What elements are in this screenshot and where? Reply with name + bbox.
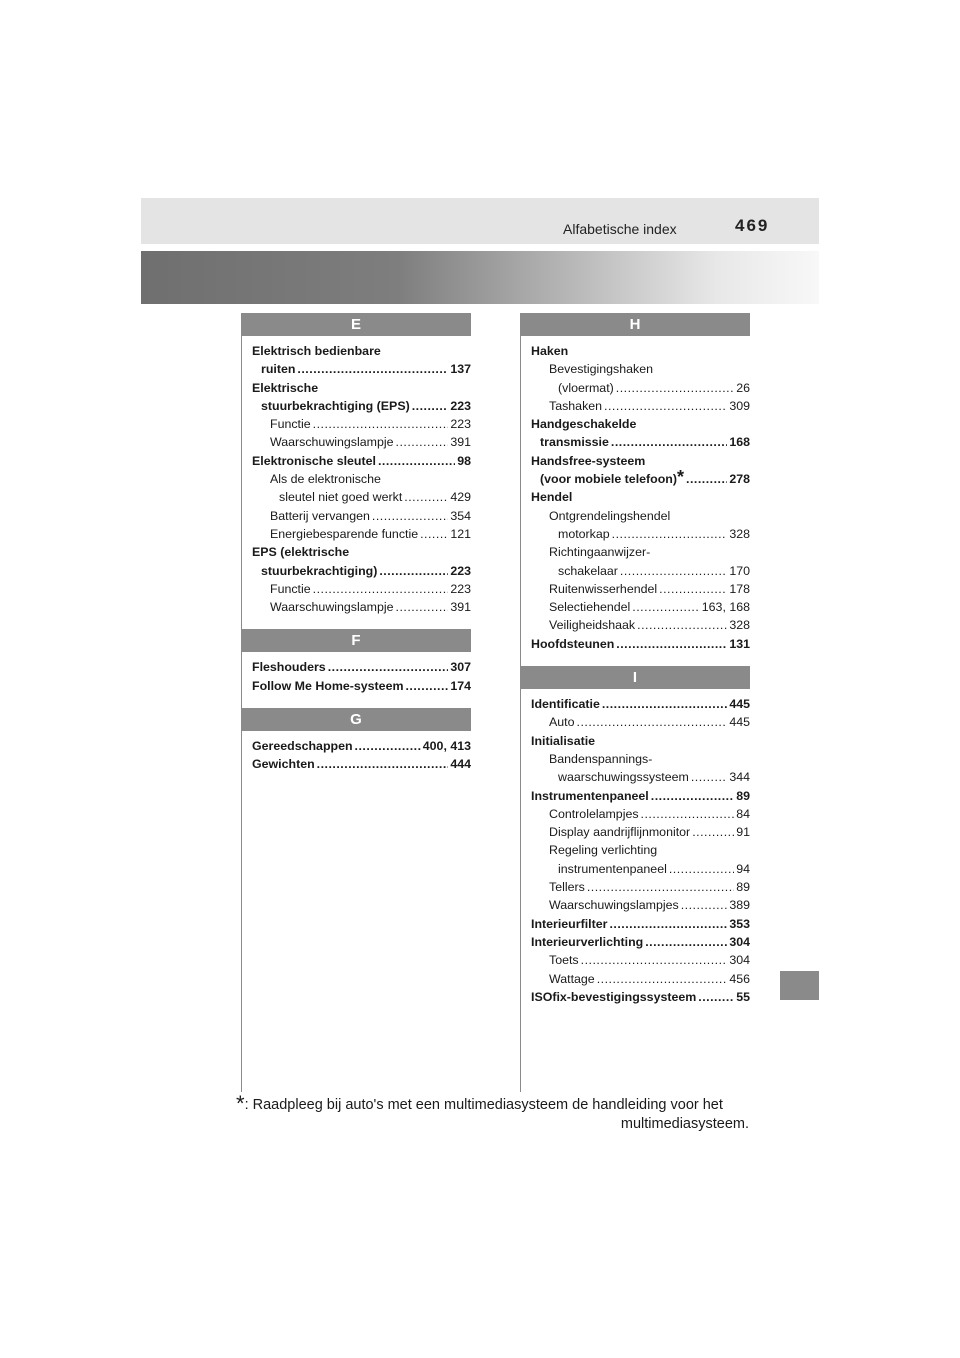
index-entry: [252, 755, 471, 773]
index-entry-text: Interieurfilter: [531, 916, 608, 931]
index-entry: [252, 379, 471, 397]
index-entry-text: Haken: [531, 344, 569, 358]
index-entry: [531, 988, 750, 1006]
index-entry-page[interactable]: 223: [450, 563, 471, 578]
leader-dots: [379, 562, 448, 580]
index-entry-text: Hendel: [531, 490, 573, 505]
leader-dots: [597, 970, 728, 988]
leader-dots: [396, 433, 449, 451]
page-title: Alfabetische index: [563, 221, 677, 237]
index-entry: [531, 562, 750, 580]
index-entry-text: waarschuwingssysteem: [558, 770, 689, 785]
index-entry: [531, 933, 750, 951]
index-entry-text: (vloermat): [558, 380, 614, 395]
index-entry-text: Follow Me Home-systeem: [252, 678, 404, 693]
index-entry-text: sleutel niet goed werkt: [279, 490, 403, 505]
index-entry-page[interactable]: 391: [450, 600, 471, 615]
index-entry: [252, 433, 471, 451]
index-entry-text: Als de elektronische: [270, 472, 381, 487]
index-entry: [531, 397, 750, 415]
leader-dots: [577, 713, 728, 731]
index-entry-page[interactable]: 84: [736, 806, 750, 821]
index-entry-text: instrumentenpaneel: [558, 861, 667, 876]
leader-dots: [698, 988, 734, 1006]
index-entry: [252, 580, 471, 598]
index-entry-page[interactable]: 131: [729, 636, 750, 651]
leader-dots: [297, 360, 448, 378]
index-entry: [531, 452, 750, 470]
leader-dots: [637, 616, 727, 634]
index-entry-text: Energiebesparende functie: [270, 526, 419, 541]
index-entry-text: Handsfree-systeem: [531, 453, 646, 468]
index-entry: [531, 713, 750, 731]
index-entry-page[interactable]: 328: [729, 526, 750, 541]
index-entry: [252, 525, 471, 543]
index-entry-text: transmissie: [540, 435, 609, 450]
index-entry-text: Tashaken: [549, 398, 603, 413]
index-entry-text: Bevestigingshaken: [549, 362, 654, 377]
index-entry-page[interactable]: 223: [450, 581, 471, 596]
index-entry-page[interactable]: 304: [729, 953, 750, 968]
index-entry: [531, 598, 750, 616]
index-entry-text: Identificatie: [531, 697, 600, 712]
section-header-g: G: [241, 708, 471, 731]
index-entry-text: EPS (elektrische: [252, 545, 350, 560]
index-entry-text: stuurbekrachtiging): [261, 563, 378, 578]
leader-dots: [355, 737, 421, 755]
leader-dots: [396, 598, 449, 616]
index-entry-page[interactable]: 137: [450, 362, 471, 377]
index-entry-page[interactable]: 328: [729, 618, 750, 633]
index-entry: [531, 635, 750, 653]
index-entry-text: Bandenspannings-: [549, 751, 653, 766]
index-entry-page[interactable]: 429: [450, 490, 471, 505]
index-entry: [252, 507, 471, 525]
index-entry-text: ruiten: [261, 362, 296, 377]
leader-dots: [692, 823, 734, 841]
section-list-g: [241, 731, 471, 774]
leader-dots: [632, 598, 699, 616]
index-entry-text: Elektrische: [252, 380, 319, 395]
index-entry: [252, 737, 471, 755]
index-entry: [531, 970, 750, 988]
index-entry: [531, 342, 750, 360]
index-entry: [531, 787, 750, 805]
index-entry-text: Wattage: [549, 971, 595, 986]
leader-dots: [317, 755, 449, 773]
leader-dots: [620, 562, 727, 580]
index-entry-text: Functie: [270, 417, 311, 432]
index-entry-text: Elektrisch bedienbare: [252, 344, 381, 358]
index-entry: [531, 860, 750, 878]
section-list-i: [520, 689, 750, 1006]
index-entry-page[interactable]: 353: [729, 916, 750, 931]
index-entry-text: Toets: [549, 953, 579, 968]
leader-dots: [378, 452, 455, 470]
page-header-bar: [141, 198, 819, 244]
footnote-line-1: : Raadpleeg bij auto's met een multimediasysteem de handleiding voor het: [244, 1097, 723, 1113]
index-entry-text: Gewichten: [252, 757, 315, 772]
index-entry-page[interactable]: 223: [450, 417, 471, 432]
leader-dots: [313, 580, 449, 598]
index-entry: [531, 360, 750, 378]
index-entry-page[interactable]: 304: [729, 934, 750, 949]
index-entry: [252, 397, 471, 415]
index-entry: [531, 525, 750, 543]
index-entry-page[interactable]: 445: [729, 715, 750, 730]
section-header-e: E: [241, 313, 471, 336]
index-entry-page[interactable]: 91: [736, 825, 750, 840]
left-column: [241, 313, 471, 774]
leader-dots: [587, 878, 734, 896]
index-entry: [531, 379, 750, 397]
index-entry-text: stuurbekrachtiging (EPS): [261, 398, 410, 413]
index-entry-text: Display aandrijflijnmonitor: [549, 825, 691, 840]
index-entry-page[interactable]: 391: [450, 435, 471, 450]
leader-dots: [420, 525, 448, 543]
index-entry: [531, 896, 750, 914]
index-entry-text: Interieurverlichting: [531, 934, 644, 949]
leader-dots: [691, 768, 727, 786]
index-entry-text: Waarschuwingslampje: [270, 435, 394, 450]
index-entry-text: Elektronische sleutel: [252, 453, 376, 468]
index-entry-text: Selectiehendel: [549, 600, 631, 615]
index-entry-text: Regeling verlichting: [549, 843, 658, 858]
index-entry: [252, 677, 471, 695]
index-entry: [252, 488, 471, 506]
leader-dots: [611, 433, 727, 451]
index-entry: [252, 543, 471, 561]
index-entry-page[interactable]: 354: [450, 508, 471, 523]
leader-dots: [313, 415, 449, 433]
index-entry: (voor mobiele telefoon) * ..... 278: [531, 470, 750, 488]
index-entry-text: Tellers: [549, 880, 585, 895]
index-entry-page[interactable]: 170: [729, 563, 750, 578]
index-entry-page[interactable]: 168: [729, 435, 750, 450]
index-entry-page[interactable]: 26: [736, 380, 750, 395]
leader-dots: [645, 933, 727, 951]
chapter-band: [141, 251, 819, 304]
index-entry-page[interactable]: 94: [736, 861, 750, 876]
section-list-h: [520, 336, 750, 653]
index-entry-page[interactable]: 344: [729, 770, 750, 785]
index-entry-text: Fleshouders: [252, 660, 326, 675]
index-entry-page[interactable]: 400, 413: [422, 739, 471, 754]
index-entry-text: Ruitenwisserhendel: [549, 581, 658, 596]
index-entry-page[interactable]: 163, 168: [701, 600, 750, 615]
index-entry: [531, 695, 750, 713]
section-list-f: [241, 652, 471, 695]
leader-dots: [602, 695, 727, 713]
leader-dots: [609, 915, 727, 933]
index-entry: [531, 488, 750, 506]
leader-dots: [686, 470, 727, 488]
section-header-f: F: [241, 629, 471, 652]
index-entry: [252, 598, 471, 616]
index-entry: [252, 452, 471, 470]
section-header-i: I: [520, 666, 750, 689]
index-entry: [252, 415, 471, 433]
leader-dots: [641, 805, 735, 823]
leader-dots: [616, 379, 734, 397]
index-entry: [531, 507, 750, 525]
index-entry: [531, 415, 750, 433]
index-entry-page[interactable]: 98: [457, 453, 471, 468]
index-entry: [531, 878, 750, 896]
index-entry: [531, 823, 750, 841]
index-entry: [252, 658, 471, 676]
index-entry-page[interactable]: 309: [729, 398, 750, 413]
index-entry-page[interactable]: 55: [736, 989, 750, 1004]
index-entry: [531, 580, 750, 598]
index-entry-page[interactable]: 444: [450, 757, 471, 772]
index-entry-text: Hoofdsteunen: [531, 636, 615, 651]
index-entry: [252, 562, 471, 580]
index-entry-page[interactable]: 307: [450, 660, 471, 675]
index-entry-text: Batterij vervangen: [270, 508, 370, 523]
leader-dots: [405, 677, 448, 695]
leader-dots: [669, 860, 734, 878]
index-entry: [252, 342, 471, 360]
index-entry-page[interactable]: 445: [729, 697, 750, 712]
index-entry-text: Auto: [549, 715, 575, 730]
index-entry-text: Handgeschakelde: [531, 417, 637, 432]
index-entry: [531, 841, 750, 859]
index-entry-text: Functie: [270, 581, 311, 596]
index-entry-page[interactable]: 456: [729, 971, 750, 986]
index-entry: [531, 732, 750, 750]
index-entry-text: motorkap: [558, 526, 610, 541]
leader-dots: [372, 507, 448, 525]
leader-dots: [616, 635, 727, 653]
index-entry-text: Ontgrendelingshendel: [549, 508, 671, 523]
index-entry: [531, 768, 750, 786]
section-header-h: H: [520, 313, 750, 336]
index-entry: [531, 805, 750, 823]
index-entry-page[interactable]: 223: [450, 398, 471, 413]
index-entry-page[interactable]: 121: [450, 526, 471, 541]
leader-dots: [581, 951, 728, 969]
index-entry-page[interactable]: 178: [729, 581, 750, 596]
index-entry-text: Waarschuwingslampje: [270, 600, 394, 615]
index-entry-text: Veiligheidshaak: [549, 618, 636, 633]
index-entry-text: Initialisatie: [531, 733, 596, 748]
index-entry: [531, 951, 750, 969]
chapter-tab: [780, 971, 819, 1000]
footnote-marker: *: [236, 1091, 245, 1116]
index-entry: [531, 750, 750, 768]
index-entry-text: schakelaar: [558, 563, 618, 578]
section-list-e: [241, 336, 471, 616]
leader-dots: [604, 397, 727, 415]
footnote-line-2: multimediasysteem.: [620, 1116, 749, 1132]
index-entry-page[interactable]: 89: [736, 880, 750, 895]
right-column: [520, 313, 750, 1006]
index-entry: [531, 433, 750, 451]
index-entry-page[interactable]: 174: [450, 678, 471, 693]
index-entry-text: ISOfix-bevestigingssysteem: [531, 989, 697, 1004]
index-entry-text: Controlelampjes: [549, 806, 639, 821]
index-entry: [252, 470, 471, 488]
leader-dots: [651, 787, 734, 805]
index-entry: [252, 360, 471, 378]
leader-dots: [681, 896, 728, 914]
leader-dots: [412, 397, 449, 415]
footnote: [236, 1091, 749, 1134]
index-entry-page[interactable]: 389: [729, 898, 750, 913]
index-entry-text: (voor mobiele telefoon): [540, 472, 677, 487]
leader-dots: [404, 488, 448, 506]
index-entry-text: Instrumentenpaneel: [531, 788, 649, 803]
index-entry: [531, 616, 750, 634]
index-entry-text: Waarschuwingslampjes: [549, 898, 679, 913]
leader-dots: [659, 580, 727, 598]
index-entry: [531, 543, 750, 561]
leader-dots: [612, 525, 728, 543]
leader-dots: [328, 658, 449, 676]
index-entry-page[interactable]: 278: [729, 472, 750, 487]
index-entry: [531, 915, 750, 933]
index-entry-text: Gereedschappen: [252, 739, 353, 754]
index-entry-page[interactable]: 89: [736, 788, 750, 803]
page-number: 469: [735, 216, 770, 235]
index-entry-text: Richtingaanwijzer-: [549, 545, 651, 560]
